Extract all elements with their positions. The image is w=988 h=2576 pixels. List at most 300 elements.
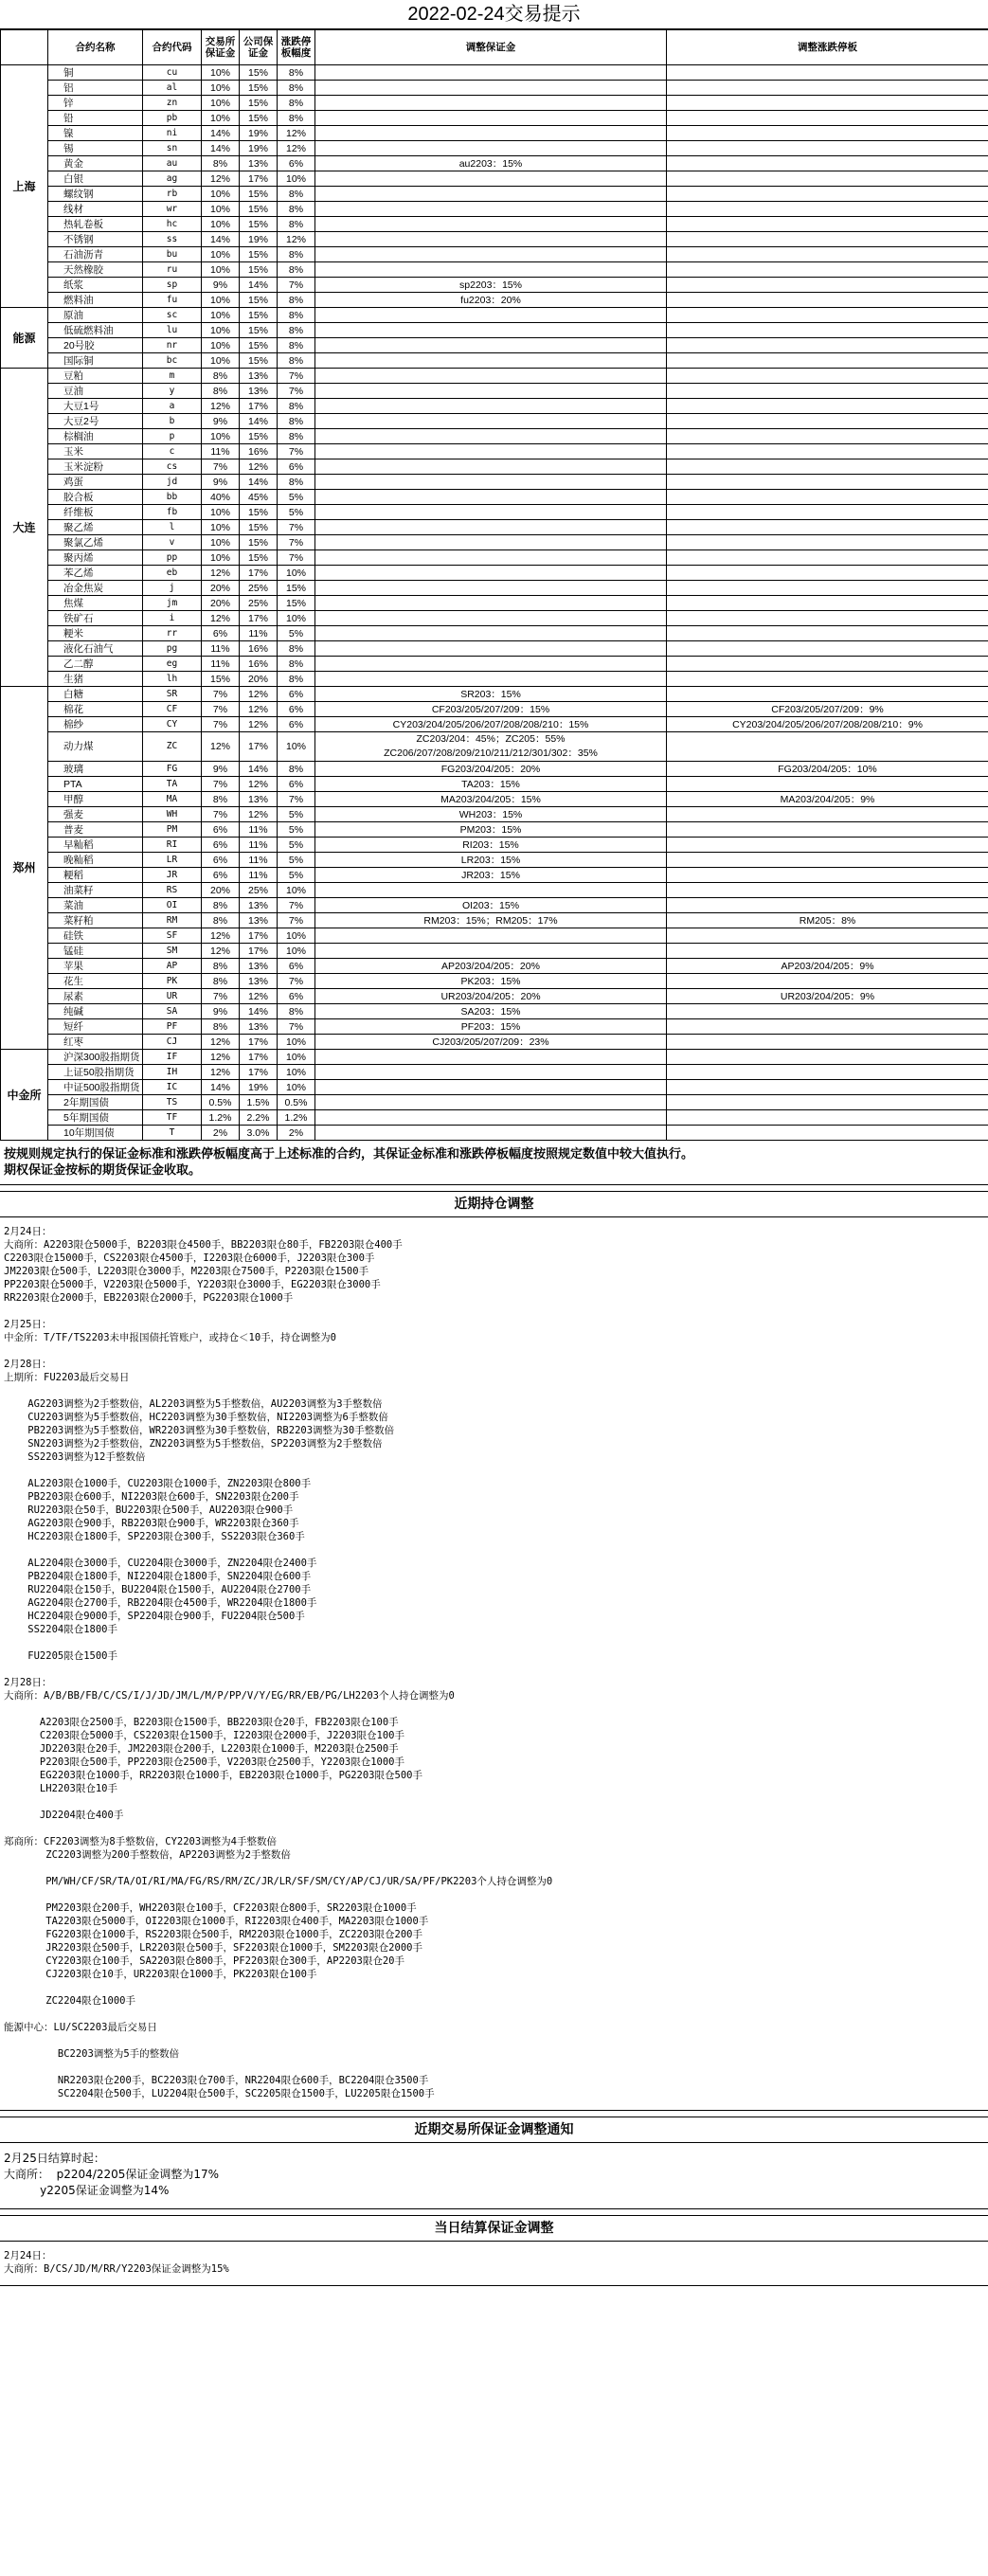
adjusted-margin bbox=[315, 626, 667, 641]
contract-name: 白糖 bbox=[48, 687, 143, 702]
contract-code: a bbox=[143, 399, 202, 414]
price-limit: 6% bbox=[278, 777, 315, 792]
table-row bbox=[1, 611, 988, 626]
adjusted-margin bbox=[315, 581, 667, 596]
contract-code: SA bbox=[143, 1004, 202, 1019]
company-margin: 15% bbox=[240, 262, 278, 278]
adjusted-margin: PK203：15% bbox=[315, 974, 667, 989]
price-limit: 12% bbox=[278, 141, 315, 156]
adjusted-margin bbox=[315, 141, 667, 156]
table-row bbox=[1, 944, 988, 959]
table-row bbox=[1, 959, 988, 974]
contract-name: 玉米淀粉 bbox=[48, 459, 143, 475]
exchange-margin: 6% bbox=[202, 838, 240, 853]
contract-code: wr bbox=[143, 202, 202, 217]
adjusted-margin: LR203：15% bbox=[315, 853, 667, 868]
contract-code: au bbox=[143, 156, 202, 171]
company-margin: 16% bbox=[240, 641, 278, 657]
table-row bbox=[1, 475, 988, 490]
contract-name: 纯碱 bbox=[48, 1004, 143, 1019]
contract-name: 玉米 bbox=[48, 444, 143, 459]
exchange-margin: 10% bbox=[202, 550, 240, 566]
exchange-margin: 11% bbox=[202, 657, 240, 672]
contract-code: RM bbox=[143, 913, 202, 928]
price-limit: 7% bbox=[278, 974, 315, 989]
table-row bbox=[1, 974, 988, 989]
section-line: PB2204限仓1800手，NI2204限仓1800手，SN2204限仓600手 bbox=[4, 1571, 312, 1582]
company-margin: 3.0% bbox=[240, 1126, 278, 1141]
contract-name: 棕榈油 bbox=[48, 429, 143, 444]
price-limit: 7% bbox=[278, 898, 315, 913]
exchange-margin: 10% bbox=[202, 247, 240, 262]
company-margin: 13% bbox=[240, 384, 278, 399]
contract-name: 豆粕 bbox=[48, 369, 143, 384]
exchange-margin: 20% bbox=[202, 596, 240, 611]
section-line: AG2203限仓900手，RB2203限仓900手，WR2203限仓360手 bbox=[4, 1518, 299, 1529]
section-line: NR2203限仓200手，BC2203限仓700手，NR2204限仓600手，BC2204限仓3500手 bbox=[4, 2075, 429, 2086]
adjusted-limit bbox=[667, 838, 988, 853]
section-line: P2203限仓500手，PP2203限仓2500手，V2203限仓2500手，Y2203限仓1000手 bbox=[4, 1756, 405, 1768]
table-row bbox=[1, 247, 988, 262]
price-limit: 10% bbox=[278, 611, 315, 626]
exchange-margin: 7% bbox=[202, 989, 240, 1004]
company-margin: 11% bbox=[240, 838, 278, 853]
company-margin: 14% bbox=[240, 475, 278, 490]
section-line: 2月28日： bbox=[4, 1677, 52, 1688]
section-line bbox=[4, 2034, 984, 2047]
contract-code: MA bbox=[143, 792, 202, 807]
section-line: TA2203限仓5000手，OI2203限仓1000手，RI2203限仓400手，MA2203限仓1000手 bbox=[4, 1916, 429, 1927]
table-row bbox=[1, 717, 988, 732]
adjusted-limit bbox=[667, 672, 988, 687]
price-limit: 8% bbox=[278, 762, 315, 777]
exchange-margin: 10% bbox=[202, 429, 240, 444]
company-margin: 19% bbox=[240, 1080, 278, 1095]
adjusted-margin bbox=[315, 171, 667, 187]
section-line: ZC2203调整为200手整数倍，AP2203调整为2手整数倍 bbox=[4, 1849, 291, 1861]
table-row bbox=[1, 898, 988, 913]
contract-code: CF bbox=[143, 702, 202, 717]
adjusted-margin bbox=[315, 384, 667, 399]
table-row bbox=[1, 596, 988, 611]
contract-code: rr bbox=[143, 626, 202, 641]
table-row bbox=[1, 202, 988, 217]
exchange-margin: 10% bbox=[202, 353, 240, 369]
exchange-margin: 7% bbox=[202, 777, 240, 792]
company-margin: 13% bbox=[240, 959, 278, 974]
price-limit: 6% bbox=[278, 459, 315, 475]
adjusted-limit bbox=[667, 475, 988, 490]
exchange-margin: 10% bbox=[202, 111, 240, 126]
section-line: PM2203限仓200手，WH2203限仓100手，CF2203限仓800手，SR2203限仓1000手 bbox=[4, 1902, 417, 1914]
section-line: RU2203限仓50手，BU2203限仓500手，AU2203限仓900手 bbox=[4, 1504, 294, 1516]
section-line: FG2203限仓1000手，RS2203限仓500手，RM2203限仓1000手，ZC2203限仓200手 bbox=[4, 1929, 422, 1940]
contract-code: al bbox=[143, 81, 202, 96]
company-margin: 45% bbox=[240, 490, 278, 505]
contract-code: IC bbox=[143, 1080, 202, 1095]
exchange-margin: 12% bbox=[202, 1035, 240, 1050]
contract-name: 锰硅 bbox=[48, 944, 143, 959]
contract-code: j bbox=[143, 581, 202, 596]
adjusted-limit bbox=[667, 807, 988, 822]
price-limit: 6% bbox=[278, 702, 315, 717]
table-row bbox=[1, 81, 988, 96]
table-row bbox=[1, 581, 988, 596]
table-row bbox=[1, 65, 988, 81]
exchange-margin: 8% bbox=[202, 384, 240, 399]
table-row bbox=[1, 156, 988, 171]
exchange-margin: 8% bbox=[202, 898, 240, 913]
table-row bbox=[1, 505, 988, 520]
adjusted-limit bbox=[667, 65, 988, 81]
section-line bbox=[4, 1384, 984, 1397]
adjusted-limit bbox=[667, 262, 988, 278]
section-line: JD2203限仓20手，JM2203限仓200手，L2203限仓1000手，M2203限仓2500手 bbox=[4, 1743, 399, 1755]
section-line: JR2203限仓500手，LR2203限仓500手，SF2203限仓1000手，SM2203限仓2000手 bbox=[4, 1942, 422, 1954]
adjusted-limit bbox=[667, 171, 988, 187]
table-row bbox=[1, 217, 988, 232]
adjusted-limit bbox=[667, 490, 988, 505]
contract-name: 豆油 bbox=[48, 384, 143, 399]
table-row bbox=[1, 399, 988, 414]
price-limit: 7% bbox=[278, 550, 315, 566]
price-limit: 8% bbox=[278, 338, 315, 353]
contract-name: 20号胶 bbox=[48, 338, 143, 353]
price-limit: 8% bbox=[278, 1004, 315, 1019]
contract-name: 中证500股指期货 bbox=[48, 1080, 143, 1095]
table-row bbox=[1, 883, 988, 898]
adjusted-margin: UR203/204/205：20% bbox=[315, 989, 667, 1004]
adjusted-limit bbox=[667, 1095, 988, 1110]
contract-code: pg bbox=[143, 641, 202, 657]
contract-name: 线材 bbox=[48, 202, 143, 217]
adjusted-margin bbox=[315, 96, 667, 111]
contract-code: fb bbox=[143, 505, 202, 520]
exchange-margin: 14% bbox=[202, 141, 240, 156]
adjusted-margin bbox=[315, 369, 667, 384]
section-line: LH2203限仓10手 bbox=[4, 1783, 118, 1794]
adjusted-margin bbox=[315, 217, 667, 232]
table-row bbox=[1, 1065, 988, 1080]
price-limit: 10% bbox=[278, 1080, 315, 1095]
adjusted-margin bbox=[315, 1065, 667, 1080]
section-line: 郑商所：CF2203调整为8手整数倍，CY2203调整为4手整数倍 bbox=[4, 1836, 278, 1847]
contract-name: 液化石油气 bbox=[48, 641, 143, 657]
contract-name: 聚氯乙烯 bbox=[48, 535, 143, 550]
section-line: C2203限仓5000手，CS2203限仓1500手，I2203限仓2000手，J2203限仓100手 bbox=[4, 1730, 405, 1741]
company-margin: 15% bbox=[240, 353, 278, 369]
contract-code: lh bbox=[143, 672, 202, 687]
adjusted-margin bbox=[315, 459, 667, 475]
section-line bbox=[4, 1888, 984, 1901]
table-row bbox=[1, 1110, 988, 1126]
exchange-margin: 10% bbox=[202, 202, 240, 217]
section-line: 2月24日： bbox=[4, 2250, 52, 2261]
contract-code: AP bbox=[143, 959, 202, 974]
notice-sections bbox=[0, 1191, 988, 2286]
contract-code: SR bbox=[143, 687, 202, 702]
contract-name: 玻璃 bbox=[48, 762, 143, 777]
adjusted-margin bbox=[315, 1080, 667, 1095]
contract-code: nr bbox=[143, 338, 202, 353]
section-line: SS2204限仓1800手 bbox=[4, 1624, 118, 1635]
price-limit: 8% bbox=[278, 672, 315, 687]
adjusted-margin bbox=[315, 672, 667, 687]
section-line: 大商所：A/B/BB/FB/C/CS/I/J/JD/JM/L/M/P/PP/V/Y/EG/RR/EB/PG/LH2203个人持仓调整为0 bbox=[4, 1690, 455, 1702]
company-margin: 12% bbox=[240, 717, 278, 732]
adjusted-limit bbox=[667, 550, 988, 566]
adjusted-limit bbox=[667, 202, 988, 217]
price-limit: 5% bbox=[278, 505, 315, 520]
table-row bbox=[1, 262, 988, 278]
section-line: CY2203限仓100手，SA2203限仓800手，PF2203限仓300手，AP2203限仓20手 bbox=[4, 1955, 405, 1967]
adjusted-limit bbox=[667, 657, 988, 672]
price-limit: 7% bbox=[278, 535, 315, 550]
company-margin: 16% bbox=[240, 444, 278, 459]
exchange-margin: 14% bbox=[202, 126, 240, 141]
company-margin: 12% bbox=[240, 777, 278, 792]
exchange-margin: 8% bbox=[202, 369, 240, 384]
exchange-margin: 7% bbox=[202, 807, 240, 822]
adjusted-margin bbox=[315, 444, 667, 459]
price-limit: 10% bbox=[278, 928, 315, 944]
contract-name: 黄金 bbox=[48, 156, 143, 171]
adjusted-margin: RI203：15% bbox=[315, 838, 667, 853]
contract-name: 上证50股指期货 bbox=[48, 1065, 143, 1080]
table-row bbox=[1, 429, 988, 444]
adjusted-margin bbox=[315, 81, 667, 96]
adjusted-margin: JR203：15% bbox=[315, 868, 667, 883]
table-row bbox=[1, 323, 988, 338]
price-limit: 8% bbox=[278, 308, 315, 323]
adjusted-limit bbox=[667, 232, 988, 247]
contract-name: 普麦 bbox=[48, 822, 143, 838]
contract-code: LR bbox=[143, 853, 202, 868]
header-exchange bbox=[1, 30, 48, 65]
header-adjusted-limit: 调整涨跌停板 bbox=[667, 30, 988, 65]
contract-name: 原油 bbox=[48, 308, 143, 323]
section-line: PM/WH/CF/SR/TA/OI/RI/MA/FG/RS/RM/ZC/JR/LR/SF/SM/CY/AP/CJ/UR/SA/PF/PK2203个人持仓调整为0 bbox=[4, 1876, 553, 1887]
table-row bbox=[1, 838, 988, 853]
exchange-margin: 20% bbox=[202, 883, 240, 898]
contract-code: JR bbox=[143, 868, 202, 883]
exchange-margin: 9% bbox=[202, 1004, 240, 1019]
contract-code: sp bbox=[143, 278, 202, 293]
contract-code: TA bbox=[143, 777, 202, 792]
company-margin: 15% bbox=[240, 247, 278, 262]
contract-name: 燃料油 bbox=[48, 293, 143, 308]
exchange-margin: 10% bbox=[202, 323, 240, 338]
adjusted-limit: AP203/204/205：9% bbox=[667, 959, 988, 974]
contract-code: l bbox=[143, 520, 202, 535]
adjusted-limit bbox=[667, 293, 988, 308]
price-limit: 6% bbox=[278, 989, 315, 1004]
adjusted-margin: fu2203：20% bbox=[315, 293, 667, 308]
header-price-limit: 涨跌停板幅度 bbox=[278, 30, 315, 65]
adjusted-limit bbox=[667, 777, 988, 792]
contract-code: p bbox=[143, 429, 202, 444]
adjusted-margin bbox=[315, 202, 667, 217]
price-limit: 8% bbox=[278, 429, 315, 444]
company-margin: 11% bbox=[240, 822, 278, 838]
adjusted-limit: CY203/204/205/206/207/208/208/210：9% bbox=[667, 717, 988, 732]
section-body bbox=[0, 2242, 988, 2286]
adjusted-margin: CJ203/205/207/209：23% bbox=[315, 1035, 667, 1050]
contract-name: 大豆1号 bbox=[48, 399, 143, 414]
exchange-margin: 10% bbox=[202, 535, 240, 550]
price-limit: 8% bbox=[278, 247, 315, 262]
adjusted-limit bbox=[667, 187, 988, 202]
company-margin: 12% bbox=[240, 459, 278, 475]
contract-code: jd bbox=[143, 475, 202, 490]
exchange-margin: 11% bbox=[202, 444, 240, 459]
adjusted-margin bbox=[315, 566, 667, 581]
price-limit: 10% bbox=[278, 732, 315, 762]
adjusted-margin bbox=[315, 505, 667, 520]
adjusted-limit bbox=[667, 581, 988, 596]
adjusted-limit bbox=[667, 278, 988, 293]
adjusted-margin bbox=[315, 338, 667, 353]
company-margin: 11% bbox=[240, 853, 278, 868]
price-limit: 6% bbox=[278, 959, 315, 974]
section-line: 大商所： p2204/2205保证金调整为17% bbox=[4, 2168, 220, 2181]
company-margin: 15% bbox=[240, 111, 278, 126]
contract-name: 白银 bbox=[48, 171, 143, 187]
table-row bbox=[1, 126, 988, 141]
company-margin: 12% bbox=[240, 687, 278, 702]
adjusted-margin: CF203/205/207/209：15% bbox=[315, 702, 667, 717]
adjusted-margin: OI203：15% bbox=[315, 898, 667, 913]
contract-name: 铅 bbox=[48, 111, 143, 126]
adjusted-margin bbox=[315, 641, 667, 657]
header-contract-name: 合约名称 bbox=[48, 30, 143, 65]
table-row bbox=[1, 1004, 988, 1019]
company-margin: 15% bbox=[240, 202, 278, 217]
adjusted-limit bbox=[667, 444, 988, 459]
adjusted-limit bbox=[667, 868, 988, 883]
contract-name: 5年期国债 bbox=[48, 1110, 143, 1126]
company-margin: 17% bbox=[240, 1035, 278, 1050]
adjusted-limit bbox=[667, 974, 988, 989]
contract-name: 菜油 bbox=[48, 898, 143, 913]
company-margin: 17% bbox=[240, 928, 278, 944]
contract-code: PK bbox=[143, 974, 202, 989]
price-limit: 7% bbox=[278, 913, 315, 928]
price-limit: 5% bbox=[278, 490, 315, 505]
adjusted-margin bbox=[315, 111, 667, 126]
contract-code: T bbox=[143, 1126, 202, 1141]
section-line: A2203限仓2500手，B2203限仓1500手，BB2203限仓20手，FB2203限仓100手 bbox=[4, 1717, 399, 1728]
adjusted-margin bbox=[315, 323, 667, 338]
contract-code: PF bbox=[143, 1019, 202, 1035]
rule-note: 按规则规定执行的保证金标准和涨跌停板幅度高于上述标准的合约，其保证金标准和涨跌停板幅度按照规定数值中较大值执行。 期权保证金按标的期货保证金收取。 bbox=[0, 1141, 988, 1185]
contract-code: pb bbox=[143, 111, 202, 126]
company-margin: 12% bbox=[240, 989, 278, 1004]
table-row bbox=[1, 187, 988, 202]
table-row bbox=[1, 141, 988, 156]
table-row bbox=[1, 732, 988, 762]
table-row bbox=[1, 520, 988, 535]
contract-name: 胶合板 bbox=[48, 490, 143, 505]
contract-name: 热轧卷板 bbox=[48, 217, 143, 232]
section-title: 近期持仓调整 bbox=[0, 1191, 988, 1217]
contract-code: cu bbox=[143, 65, 202, 81]
company-margin: 25% bbox=[240, 883, 278, 898]
price-limit: 7% bbox=[278, 520, 315, 535]
exchange-margin: 10% bbox=[202, 65, 240, 81]
exchange-margin: 7% bbox=[202, 687, 240, 702]
exchange-margin: 12% bbox=[202, 1050, 240, 1065]
exchange-label: 上海 bbox=[1, 65, 48, 308]
exchange-margin: 7% bbox=[202, 717, 240, 732]
price-limit: 10% bbox=[278, 566, 315, 581]
adjusted-margin: CY203/204/205/206/207/208/208/210：15% bbox=[315, 717, 667, 732]
exchange-margin: 10% bbox=[202, 217, 240, 232]
company-margin: 13% bbox=[240, 792, 278, 807]
table-row bbox=[1, 1126, 988, 1141]
exchange-margin: 12% bbox=[202, 399, 240, 414]
contract-name: 红枣 bbox=[48, 1035, 143, 1050]
table-row bbox=[1, 232, 988, 247]
adjusted-limit bbox=[667, 81, 988, 96]
table-row bbox=[1, 353, 988, 369]
contract-name: 锌 bbox=[48, 96, 143, 111]
contract-name: 铝 bbox=[48, 81, 143, 96]
contract-name: 铜 bbox=[48, 65, 143, 81]
company-margin: 12% bbox=[240, 807, 278, 822]
company-margin: 19% bbox=[240, 232, 278, 247]
section-line: AL2204限仓3000手，CU2204限仓3000手，ZN2204限仓2400手 bbox=[4, 1558, 317, 1569]
table-row bbox=[1, 807, 988, 822]
table-row bbox=[1, 792, 988, 807]
table-row bbox=[1, 566, 988, 581]
contract-code: b bbox=[143, 414, 202, 429]
contract-name: 沪深300股指期货 bbox=[48, 1050, 143, 1065]
adjusted-limit: MA203/204/205：9% bbox=[667, 792, 988, 807]
table-row bbox=[1, 550, 988, 566]
adjusted-limit bbox=[667, 732, 988, 762]
table-row bbox=[1, 1019, 988, 1035]
adjusted-limit bbox=[667, 626, 988, 641]
contract-name: PTA bbox=[48, 777, 143, 792]
exchange-margin: 0.5% bbox=[202, 1095, 240, 1110]
table-row bbox=[1, 913, 988, 928]
price-limit: 8% bbox=[278, 65, 315, 81]
adjusted-margin bbox=[315, 126, 667, 141]
adjusted-margin bbox=[315, 475, 667, 490]
contract-name: 强麦 bbox=[48, 807, 143, 822]
price-limit: 8% bbox=[278, 81, 315, 96]
adjusted-margin bbox=[315, 535, 667, 550]
section-body bbox=[0, 2143, 988, 2209]
adjusted-margin: WH203：15% bbox=[315, 807, 667, 822]
exchange-margin: 10% bbox=[202, 96, 240, 111]
contract-code: ni bbox=[143, 126, 202, 141]
exchange-margin: 12% bbox=[202, 566, 240, 581]
adjusted-limit bbox=[667, 596, 988, 611]
contract-name: 花生 bbox=[48, 974, 143, 989]
adjusted-margin bbox=[315, 262, 667, 278]
exchange-margin: 7% bbox=[202, 702, 240, 717]
table-row bbox=[1, 171, 988, 187]
adjusted-margin: SR203：15% bbox=[315, 687, 667, 702]
exchange-margin: 8% bbox=[202, 1019, 240, 1035]
section-line: 2月25日： bbox=[4, 1319, 52, 1330]
adjusted-limit bbox=[667, 883, 988, 898]
contract-code: eg bbox=[143, 657, 202, 672]
section-line bbox=[4, 2008, 984, 2021]
adjusted-margin bbox=[315, 883, 667, 898]
